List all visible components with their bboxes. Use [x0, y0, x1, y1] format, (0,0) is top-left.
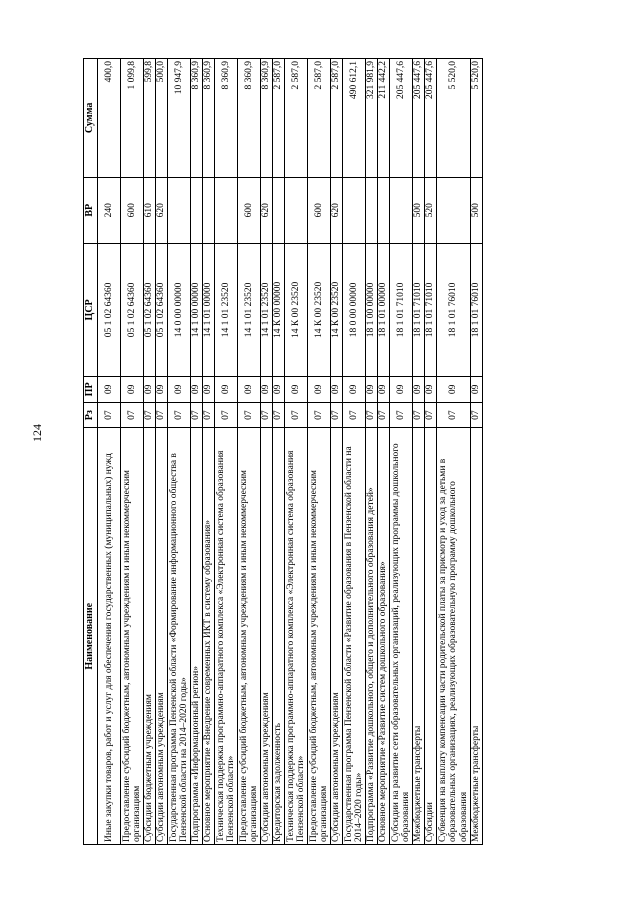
- cell-vr: 600: [308, 177, 331, 243]
- cell-vr: 600: [121, 177, 144, 243]
- cell-name: Субсидии автономным учреждениям: [331, 428, 343, 845]
- cell-vr: [378, 177, 390, 243]
- cell-name: Субсидии на развитие сети образовательных организаций, реализующих программы дошкольного образования: [390, 428, 413, 845]
- table-row: [238, 59, 261, 845]
- cell-sum: 205 447,6: [425, 59, 437, 178]
- cell-name: Межбюджетные трансферты: [413, 428, 425, 845]
- cell-sum: 5 520,0: [437, 59, 471, 178]
- cell-csr: 05 1 02 64360: [121, 243, 144, 376]
- cell-pr: 09: [121, 377, 144, 403]
- cell-csr: 14 1 01 00000: [203, 243, 215, 376]
- cell-csr: 18 1 00 00000: [366, 243, 378, 376]
- cell-vr: 240: [98, 177, 121, 243]
- cell-name: Основное мероприятие «Развитие систем дошкольного образования»: [378, 428, 390, 845]
- cell-csr: 14 К 00 23520: [285, 243, 308, 376]
- table-row: [308, 59, 331, 845]
- cell-name: Субсидии: [425, 428, 437, 845]
- table-row: [156, 59, 168, 845]
- col-header-pr: ПР: [84, 377, 98, 403]
- cell-rz: 07: [144, 402, 156, 428]
- table-row: [98, 59, 121, 845]
- cell-rz: 07: [191, 402, 203, 428]
- cell-csr: 14 К 00 23520: [308, 243, 331, 376]
- cell-vr: [343, 177, 366, 243]
- cell-name: Предоставление субсидий бюджетным, автономным учреждениям и иным некоммерческим организациям: [238, 428, 261, 845]
- cell-rz: 07: [413, 402, 425, 428]
- cell-rz: 07: [121, 402, 144, 428]
- cell-vr: 610: [144, 177, 156, 243]
- cell-sum: 8 360,9: [215, 59, 238, 178]
- cell-csr: 14 1 01 23520: [238, 243, 261, 376]
- cell-rz: 07: [156, 402, 168, 428]
- cell-pr: 09: [331, 377, 343, 403]
- cell-sum: 1 099,8: [121, 59, 144, 178]
- cell-sum: 2 587,0: [273, 59, 285, 178]
- cell-sum: 5 520,0: [471, 59, 483, 178]
- cell-name: Подпрограмма «Развитие дошкольного, общего и дополнительного образования детей»: [366, 428, 378, 845]
- budget-table: [83, 58, 483, 845]
- cell-pr: 09: [273, 377, 285, 403]
- cell-vr: [285, 177, 308, 243]
- cell-pr: 09: [308, 377, 331, 403]
- cell-pr: 09: [156, 377, 168, 403]
- cell-rz: 07: [343, 402, 366, 428]
- col-header-sum: Сумма: [84, 59, 98, 178]
- table-row: [203, 59, 215, 845]
- cell-pr: 09: [425, 377, 437, 403]
- cell-sum: 211 442,2: [378, 59, 390, 178]
- cell-name: Государственная программа Пензенской области «Формирование информационного общества в Пензенской области на 2014–2020 годы»: [168, 428, 191, 845]
- table-row: [273, 59, 285, 845]
- cell-pr: 09: [98, 377, 121, 403]
- cell-vr: 520: [425, 177, 437, 243]
- cell-pr: 09: [215, 377, 238, 403]
- cell-csr: 14 0 00 00000: [168, 243, 191, 376]
- cell-rz: 07: [366, 402, 378, 428]
- cell-pr: 09: [144, 377, 156, 403]
- table-row: [366, 59, 378, 845]
- cell-sum: 8 360,9: [238, 59, 261, 178]
- cell-rz: 07: [308, 402, 331, 428]
- cell-rz: 07: [471, 402, 483, 428]
- cell-rz: 07: [261, 402, 273, 428]
- cell-pr: 09: [413, 377, 425, 403]
- cell-sum: 599,8: [144, 59, 156, 178]
- cell-csr: 18 1 01 76010: [437, 243, 471, 376]
- cell-csr: 14 К 00 00000: [273, 243, 285, 376]
- cell-name: Субсидии бюджетным учреждениям: [144, 428, 156, 845]
- cell-csr: 14 1 00 00000: [191, 243, 203, 376]
- cell-name: Иные закупки товаров, работ и услуг для обеспечения государственных (муниципальных) нужд: [98, 428, 121, 845]
- col-header-name: Наименование: [84, 428, 98, 845]
- table-row: [425, 59, 437, 845]
- cell-rz: 07: [437, 402, 471, 428]
- table-row: [285, 59, 308, 845]
- cell-csr: 18 0 00 00000: [343, 243, 366, 376]
- cell-rz: 07: [238, 402, 261, 428]
- cell-vr: [366, 177, 378, 243]
- table-row: [144, 59, 156, 845]
- cell-rz: 07: [273, 402, 285, 428]
- cell-sum: 205 447,6: [390, 59, 413, 178]
- cell-name: Субсидии автономным учреждениям: [156, 428, 168, 845]
- table-row: [378, 59, 390, 845]
- cell-vr: 620: [261, 177, 273, 243]
- cell-name: Предоставление субсидий бюджетным, автономным учреждениям и иным некоммерческим организациям: [121, 428, 144, 845]
- cell-csr: 14 1 01 23520: [215, 243, 238, 376]
- table-row: [331, 59, 343, 845]
- cell-sum: 8 360,9: [261, 59, 273, 178]
- cell-sum: 490 612,1: [343, 59, 366, 178]
- page-number: 124: [30, 424, 44, 442]
- cell-pr: 09: [378, 377, 390, 403]
- cell-name: Кредиторская задолженность: [273, 428, 285, 845]
- cell-pr: 09: [285, 377, 308, 403]
- cell-csr: 18 1 01 71010: [413, 243, 425, 376]
- cell-vr: [437, 177, 471, 243]
- col-header-rz: Рз: [84, 402, 98, 428]
- cell-sum: 2 587,0: [331, 59, 343, 178]
- cell-name: Основное мероприятие «Внедрение современных ИКТ в систему образования»: [203, 428, 215, 845]
- cell-sum: 8 360,9: [191, 59, 203, 178]
- cell-pr: 09: [261, 377, 273, 403]
- cell-sum: 500,0: [156, 59, 168, 178]
- cell-vr: [203, 177, 215, 243]
- cell-pr: 09: [168, 377, 191, 403]
- table-row: [121, 59, 144, 845]
- cell-name: Техническая поддержка программно-аппаратного комплекса «Электронная система образования Пензенской области»: [215, 428, 238, 845]
- cell-vr: 620: [156, 177, 168, 243]
- cell-rz: 07: [203, 402, 215, 428]
- col-header-vr: ВР: [84, 177, 98, 243]
- table-row: [215, 59, 238, 845]
- cell-name: Субвенция на выплату компенсации части родительской платы за присмотр и уход за детьми в образовательных организациях, реализующих образовательную программу дошкольного образования: [437, 428, 471, 845]
- cell-vr: [273, 177, 285, 243]
- cell-pr: 09: [471, 377, 483, 403]
- cell-name: Техническая поддержка программно-аппаратного комплекса «Электронная система образования Пензенской области»: [285, 428, 308, 845]
- cell-name: Субсидии автономным учреждениям: [261, 428, 273, 845]
- cell-name: Государственная программа Пензенской области «Развитие образования в Пензенской области на 2014–2020 годы»: [343, 428, 366, 845]
- cell-vr: [168, 177, 191, 243]
- table-row: [413, 59, 425, 845]
- cell-sum: 2 587,0: [308, 59, 331, 178]
- cell-rz: 07: [98, 402, 121, 428]
- cell-rz: 07: [378, 402, 390, 428]
- cell-sum: 10 947,9: [168, 59, 191, 178]
- table-row: [261, 59, 273, 845]
- cell-pr: 09: [437, 377, 471, 403]
- table-row: [343, 59, 366, 845]
- cell-name: Предоставление субсидий бюджетным, автономным учреждениям и иным некоммерческим организациям: [308, 428, 331, 845]
- cell-sum: 321 981,9: [366, 59, 378, 178]
- cell-pr: 09: [203, 377, 215, 403]
- cell-sum: 8 360,9: [203, 59, 215, 178]
- table-row: [390, 59, 413, 845]
- cell-csr: 14 К 00 23520: [331, 243, 343, 376]
- cell-vr: 620: [331, 177, 343, 243]
- cell-csr: 18 1 01 71010: [390, 243, 413, 376]
- col-header-csr: ЦСР: [84, 243, 98, 376]
- cell-vr: [191, 177, 203, 243]
- cell-vr: [215, 177, 238, 243]
- cell-pr: 09: [390, 377, 413, 403]
- cell-rz: 07: [285, 402, 308, 428]
- cell-pr: 09: [238, 377, 261, 403]
- cell-vr: [390, 177, 413, 243]
- cell-name: Подпрограмма «Информационный регион»: [191, 428, 203, 845]
- cell-csr: 18 1 01 71010: [425, 243, 437, 376]
- cell-csr: 18 1 01 00000: [378, 243, 390, 376]
- cell-rz: 07: [168, 402, 191, 428]
- cell-csr: 14 1 01 23520: [261, 243, 273, 376]
- cell-rz: 07: [390, 402, 413, 428]
- cell-pr: 09: [343, 377, 366, 403]
- table-row: [437, 59, 471, 845]
- cell-pr: 09: [366, 377, 378, 403]
- cell-sum: 400,0: [98, 59, 121, 178]
- table-row: [471, 59, 483, 845]
- cell-csr: 05 1 02 64360: [98, 243, 121, 376]
- cell-vr: 600: [238, 177, 261, 243]
- cell-vr: 500: [413, 177, 425, 243]
- budget-table-container: [83, 58, 609, 845]
- cell-csr: 05 1 02 64360: [156, 243, 168, 376]
- cell-pr: 09: [191, 377, 203, 403]
- cell-sum: 2 587,0: [285, 59, 308, 178]
- cell-rz: 07: [331, 402, 343, 428]
- cell-sum: 205 447,6: [413, 59, 425, 178]
- table-row: [191, 59, 203, 845]
- cell-csr: 18 1 01 76010: [471, 243, 483, 376]
- table-row: [168, 59, 191, 845]
- table-header-row: [84, 59, 98, 845]
- cell-vr: 500: [471, 177, 483, 243]
- cell-rz: 07: [215, 402, 238, 428]
- cell-rz: 07: [425, 402, 437, 428]
- cell-csr: 05 1 02 64360: [144, 243, 156, 376]
- cell-name: Межбюджетные трансферты: [471, 428, 483, 845]
